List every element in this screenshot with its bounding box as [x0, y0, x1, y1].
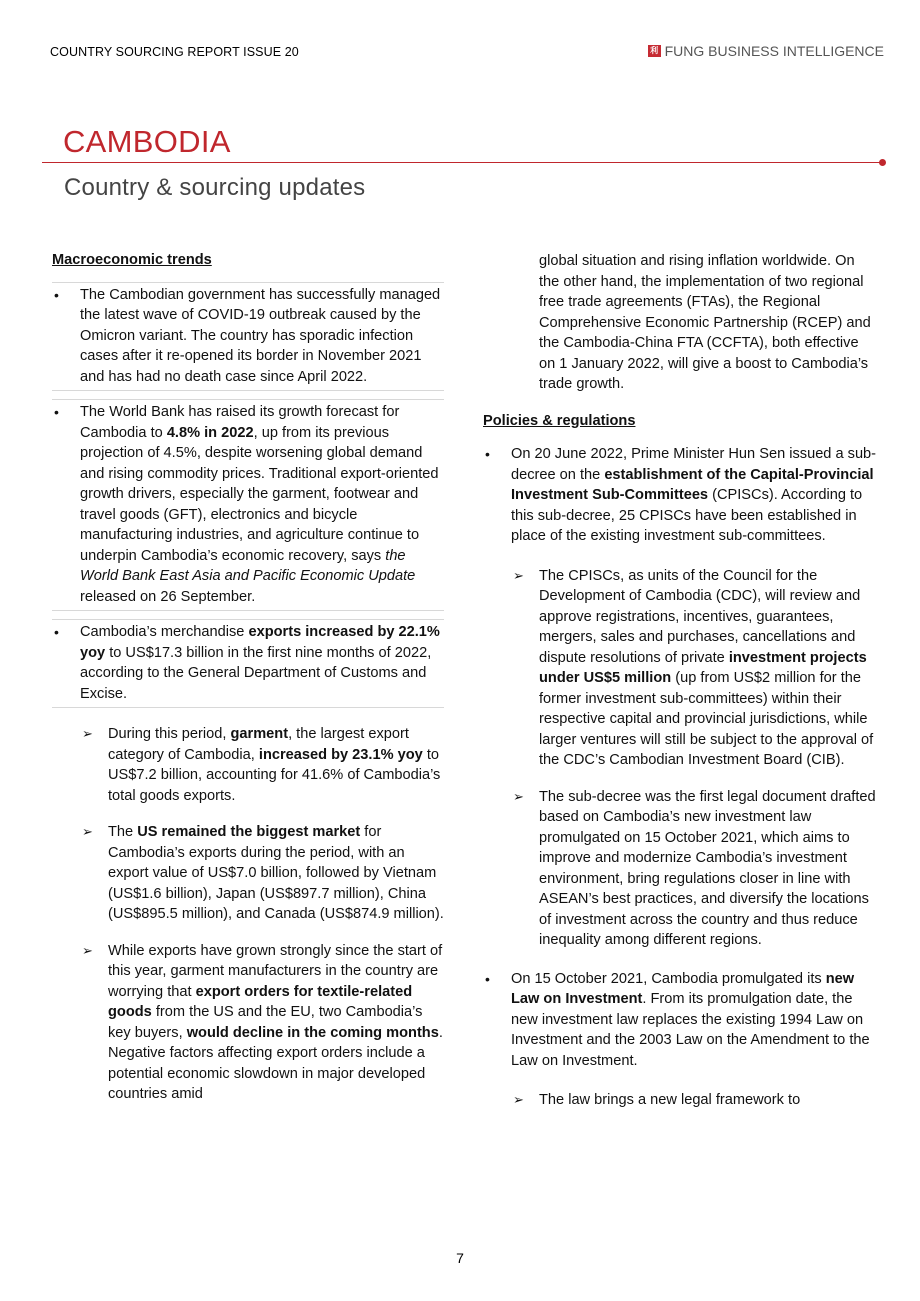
subdecree-sub-cpiscs: ➢ The CPISCs, as units of the Council for the Development of Cambodia (CDC), will review and approve registrations, incentives, guarantees, mergers, sales and purchases, cancellations and dispute resolutions of private investment projects under US$5 million (up from US$2 million for the former investment sub-committees) within their respective capital and provincial jurisdictions, while larger ventures will still be subject to the approval of the CDC’s Cambodian Investment Board (CIB).	[483, 566, 878, 771]
outlook-continuation: global situation and rising inflation worldwide. On the other hand, the implementation of two regional free trade agreements (FTAs), the Regional Comprehensive Economic Partnership (RCEP) and the Cambodia-China FTA (CCFTA), both effective on 1 January 2022, will give a boost to Cambodia’s trade growth.	[539, 253, 871, 392]
policy-bullet-subdecree: • On 20 June 2022, Prime Minister Hun Sen issued a sub-decree on the establishment of the Capital-Provincial Investment Sub-Committees (CPISCs). According to this sub-decree, 25 CPISCs have been established in place of the existing investment sub-committees.	[483, 442, 878, 550]
page-number: 7	[456, 1250, 464, 1266]
right-column	[483, 251, 878, 1127]
brand-name: FUNG BUSINESS INTELLIGENCE	[664, 43, 884, 59]
brand	[648, 43, 884, 59]
title-divider	[42, 162, 880, 163]
exports-sub-outlook: ➢ While exports have grown strongly since the start of this year, garment manufacturers in the country are worrying that export orders for textile-related goods from the US and the EU, two Cambodia’s key buyers, would decline in the coming months. Negative factors affecting export orders include a potential economic slowdown in major developed countries amid	[52, 941, 444, 1105]
divider-end-dot	[879, 159, 886, 166]
macro-heading: Macroeconomic trends	[52, 252, 212, 268]
page-subtitle: Country & sourcing updates	[64, 174, 366, 201]
macro-bullet-exports: • Cambodia’s merchandise exports increased by 22.1% yoy to US$17.3 billion in the first nine months of 2022, according to the General Department of Customs and Excise.	[52, 619, 444, 708]
left-column	[52, 250, 444, 1121]
brand-logo-icon: 利	[648, 45, 661, 57]
policy-bullet-law: • On 15 October 2021, Cambodia promulgated its new Law on Investment. From its promulgation date, the new investment law replaces the existing 1994 Law on Investment and the 2003 Law on the Amendment to the Law on Investment.	[483, 967, 878, 1075]
law-sub-framework: ➢ The law brings a new legal framework to	[483, 1090, 878, 1111]
subdecree-sub-legal: ➢ The sub-decree was the first legal document drafted based on Cambodia’s new investment law promulgated on 15 October 2021, which aims to improve and modernize Cambodia’s investment environment, bring regulations closer in line with ASEAN’s best practices, and diversify the locations of investment across the country and thus reduce inequality among different regions.	[483, 787, 878, 951]
country-title: CAMBODIA	[63, 124, 231, 159]
exports-sub-markets: ➢ The US remained the biggest market for Cambodia’s exports during the period, with an export value of US$7.0 billion, followed by Vietnam (US$1.6 billion), Japan (US$897.7 million), China (US$895.5 million), and Canada (US$874.9 million).	[52, 822, 444, 925]
macro-bullet-worldbank: • The World Bank has raised its growth forecast for Cambodia to 4.8% in 2022, up from its previous projection of 4.5%, despite worsening global demand and rising commodity prices. Traditional export-oriented growth drivers, especially the garment, footwear and travel goods (GFT), electronics and bicycle manufacturing industries, and agriculture continue to underpin Cambodia’s economic recovery, says the World Bank East Asia and Pacific Economic Update released on 26 September.	[52, 399, 444, 611]
exports-sub-garment: ➢ During this period, garment, the largest export category of Cambodia, increased by 23.1% yoy to US$7.2 billion, accounting for 41.6% of Cambodia’s total goods exports.	[52, 724, 444, 806]
report-title: COUNTRY SOURCING REPORT ISSUE 20	[50, 45, 299, 59]
policies-heading: Policies & regulations	[483, 412, 636, 429]
macro-bullet-covid: • The Cambodian government has successfully managed the latest wave of COVID-19 outbreak caused by the Omicron variant. The country has sporadic infection cases after it re-opened its border in November 2021 and has had no death case since April 2022.	[52, 282, 444, 392]
